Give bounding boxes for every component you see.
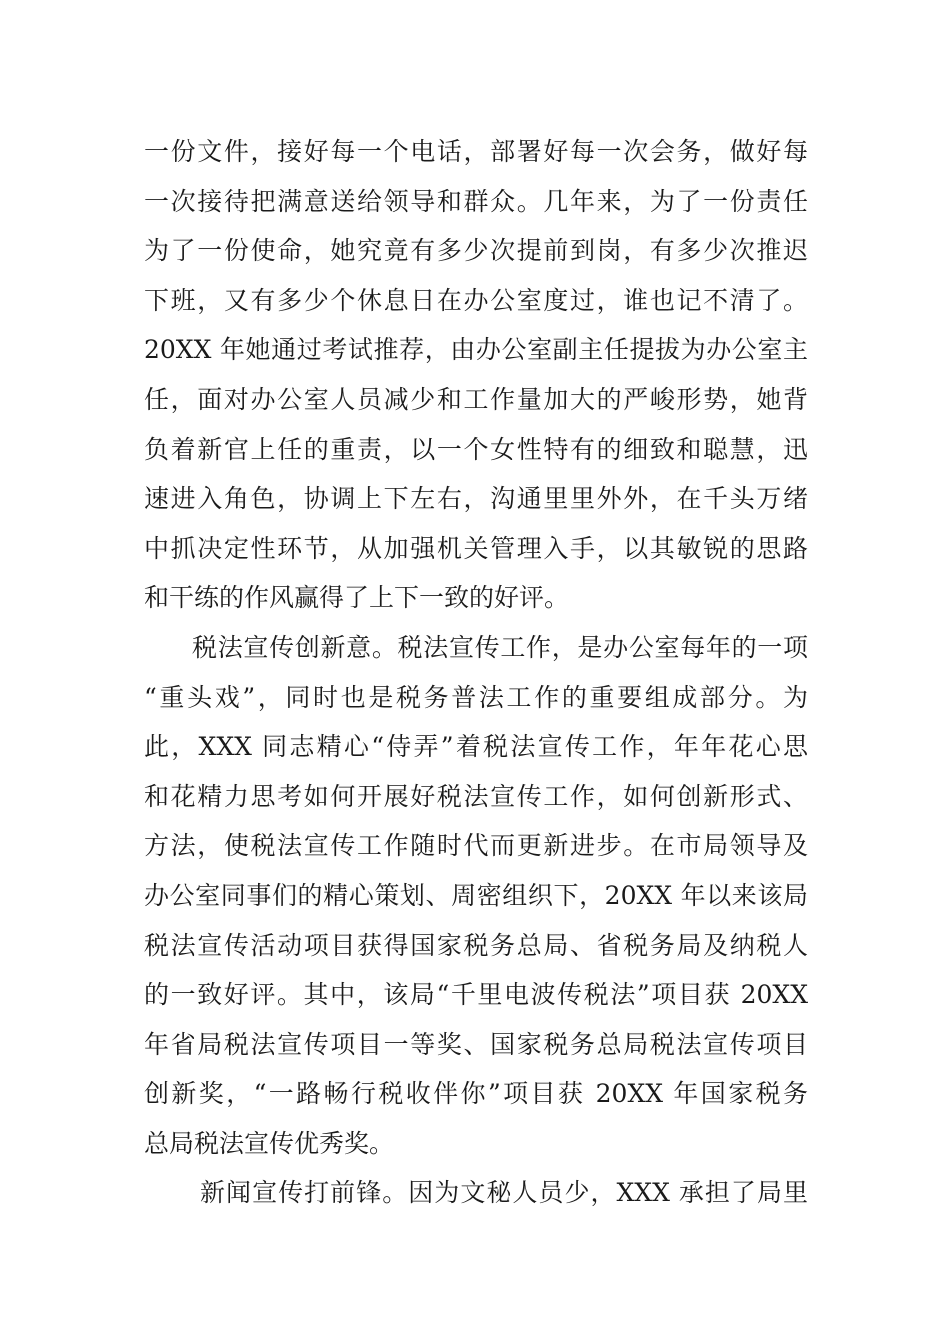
text-line: 和花精力思考如何开展好税法宣传工作，如何创新形式、 — [144, 781, 808, 811]
text-line: 一次接待把满意送给领导和群众。几年来，为了一份责任 — [144, 186, 808, 216]
text-line: 一份文件，接好每一个电话，部署好每一次会务，做好每 — [144, 137, 808, 166]
text-line: 税法宣传活动项目获得国家税务总局、省税务局及纳税人 — [144, 930, 808, 960]
text-line: 负着新官上任的重责，以一个女性特有的细致和聪慧，迅 — [144, 434, 808, 464]
text-line: 下班，又有多少个休息日在办公室度过，谁也记不清了。 — [144, 285, 808, 315]
document-body — [144, 127, 808, 1218]
text-line: 办公室同事们的精心策划、周密组织下，20XX 年以来该局 — [144, 880, 808, 910]
text-line: 为了一份使命，她究竟有多少次提前到岗，有多少次推迟 — [144, 236, 808, 266]
text-line: 创新奖，“一路畅行税收伴你”项目获 20XX 年国家税务 — [144, 1079, 808, 1109]
text-line: 方法，使税法宣传工作随时代而更新进步。在市局领导及 — [144, 831, 808, 861]
text-line: 中抓决定性环节，从加强机关管理入手，以其敏锐的思路 — [144, 533, 808, 563]
text-line-last: 和干练的作风赢得了上下一致的好评。 — [144, 583, 570, 613]
text-line: 的一致好评。其中，该局“千里电波传税法”项目获 20XX — [144, 980, 808, 1010]
paragraph-first-line: 税法宣传创新意。税法宣传工作，是办公室每年的一项 — [192, 632, 808, 662]
text-line: 20XX 年她通过考试推荐，由办公室副主任提拔为办公室主 — [144, 335, 808, 365]
text-line-last: 总局税法宣传优秀奖。 — [144, 1128, 395, 1158]
paragraph-first-line: 新闻宣传打前锋。因为文秘人员少，XXX 承担了局里 — [200, 1178, 808, 1208]
text-line: 速进入角色，协调上下左右，沟通里里外外，在千头万绪 — [144, 484, 808, 514]
text-line: 年省局税法宣传项目一等奖、国家税务总局税法宣传项目 — [144, 1029, 808, 1059]
text-line: 此，XXX 同志精心“侍弄”着税法宣传工作，年年花心思 — [144, 732, 808, 762]
text-line: 任，面对办公室人员减少和工作量加大的严峻形势，她背 — [144, 384, 808, 414]
text-line: “重头戏”，同时也是税务普法工作的重要组成部分。为 — [144, 682, 808, 712]
